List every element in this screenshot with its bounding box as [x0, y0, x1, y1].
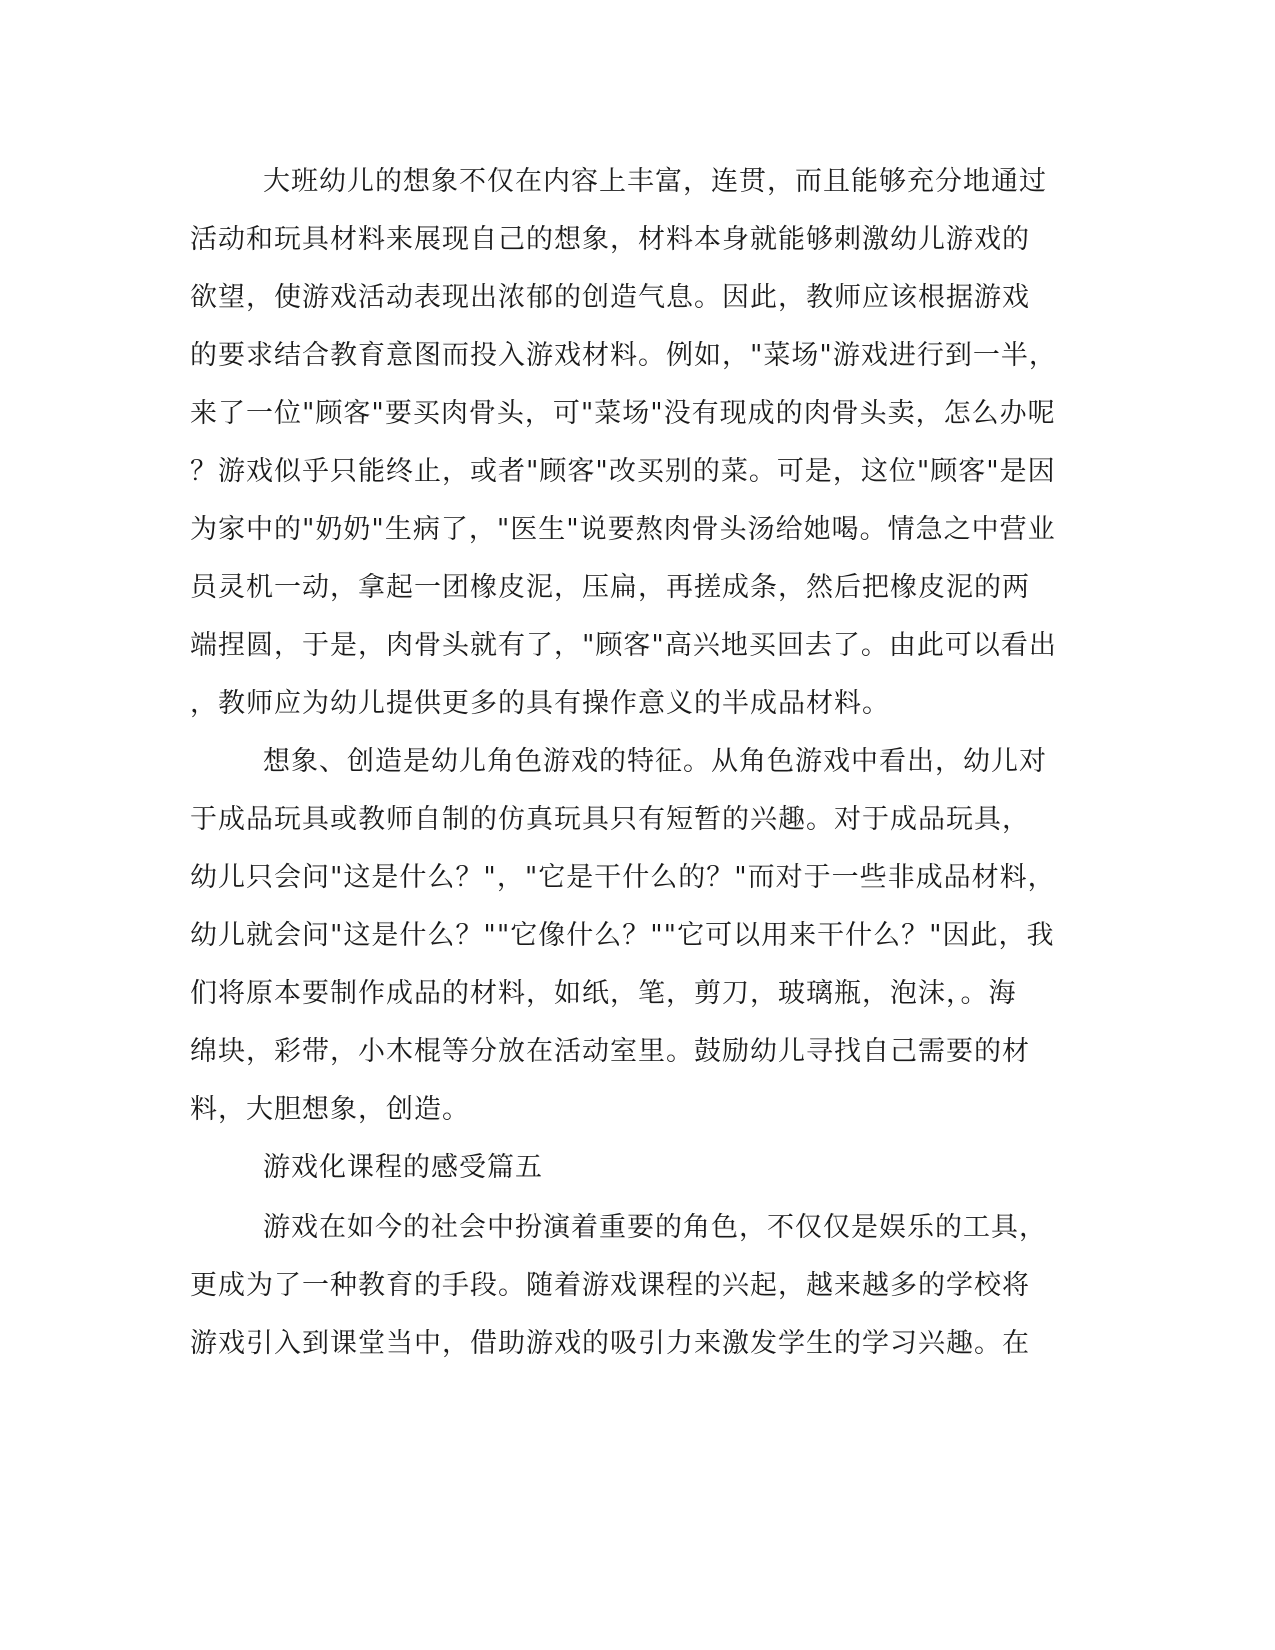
paragraph-3-line-3: 游戏引入到课堂当中，借助游戏的吸引力来激发学生的学习兴趣。在: [190, 1328, 1030, 1359]
section-heading: 游戏化课程的感受篇五: [263, 1152, 543, 1183]
paragraph-1-line-4: 的要求结合教育意图而投入游戏材料。例如，"菜场"游戏进行到一半，: [190, 340, 1057, 371]
paragraph-2-line-3: 幼儿只会问"这是什么？"，"它是干什么的？"而对于一些非成品材料，: [190, 862, 1056, 893]
paragraph-1-line-1: 大班幼儿的想象不仅在内容上丰富，连贯，而且能够充分地通过: [263, 166, 1047, 197]
paragraph-1-line-5: 来了一位"顾客"要买肉骨头，可"菜场"没有现成的肉骨头卖，怎么办呢: [190, 398, 1056, 429]
paragraph-1-line-9: 端捏圆，于是，肉骨头就有了，"顾客"高兴地买回去了。由此可以看出: [190, 630, 1057, 661]
paragraph-3-line-1: 游戏在如今的社会中扮演着重要的角色，不仅仅是娱乐的工具，: [263, 1212, 1047, 1243]
paragraph-1-line-6: ？游戏似乎只能终止，或者"顾客"改买别的菜。可是，这位"顾客"是因: [190, 456, 1056, 487]
paragraph-2-line-5: 们将原本要制作成品的材料，如纸，笔，剪刀，玻璃瓶，泡沫，。海: [190, 978, 1017, 1009]
paragraph-1-line-7: 为家中的"奶奶"生病了，"医生"说要熬肉骨头汤给她喝。情急之中营业: [190, 514, 1056, 545]
paragraph-1-line-3: 欲望，使游戏活动表现出浓郁的创造气息。因此，教师应该根据游戏: [190, 282, 1030, 313]
paragraph-1-line-8: 员灵机一动，拿起一团橡皮泥，压扁，再搓成条，然后把橡皮泥的两: [190, 572, 1030, 603]
paragraph-2-line-1: 想象、创造是幼儿角色游戏的特征。从角色游戏中看出，幼儿对: [263, 746, 1047, 777]
paragraph-2-line-6: 绵块，彩带，小木棍等分放在活动室里。鼓励幼儿寻找自己需要的材: [190, 1036, 1030, 1067]
paragraph-1-line-10: ，教师应为幼儿提供更多的具有操作意义的半成品材料。: [190, 688, 890, 719]
paragraph-2-line-4: 幼儿就会问"这是什么？""它像什么？""它可以用来干什么？"因此，我: [190, 920, 1055, 951]
paragraph-2-line-2: 于成品玩具或教师自制的仿真玩具只有短暂的兴趣。对于成品玩具，: [190, 804, 1030, 835]
paragraph-1-line-2: 活动和玩具材料来展现自己的想象，材料本身就能够刺激幼儿游戏的: [190, 224, 1030, 255]
paragraph-3-line-2: 更成为了一种教育的手段。随着游戏课程的兴起，越来越多的学校将: [190, 1270, 1030, 1301]
paragraph-2-line-7: 料，大胆想象，创造。: [190, 1094, 470, 1125]
